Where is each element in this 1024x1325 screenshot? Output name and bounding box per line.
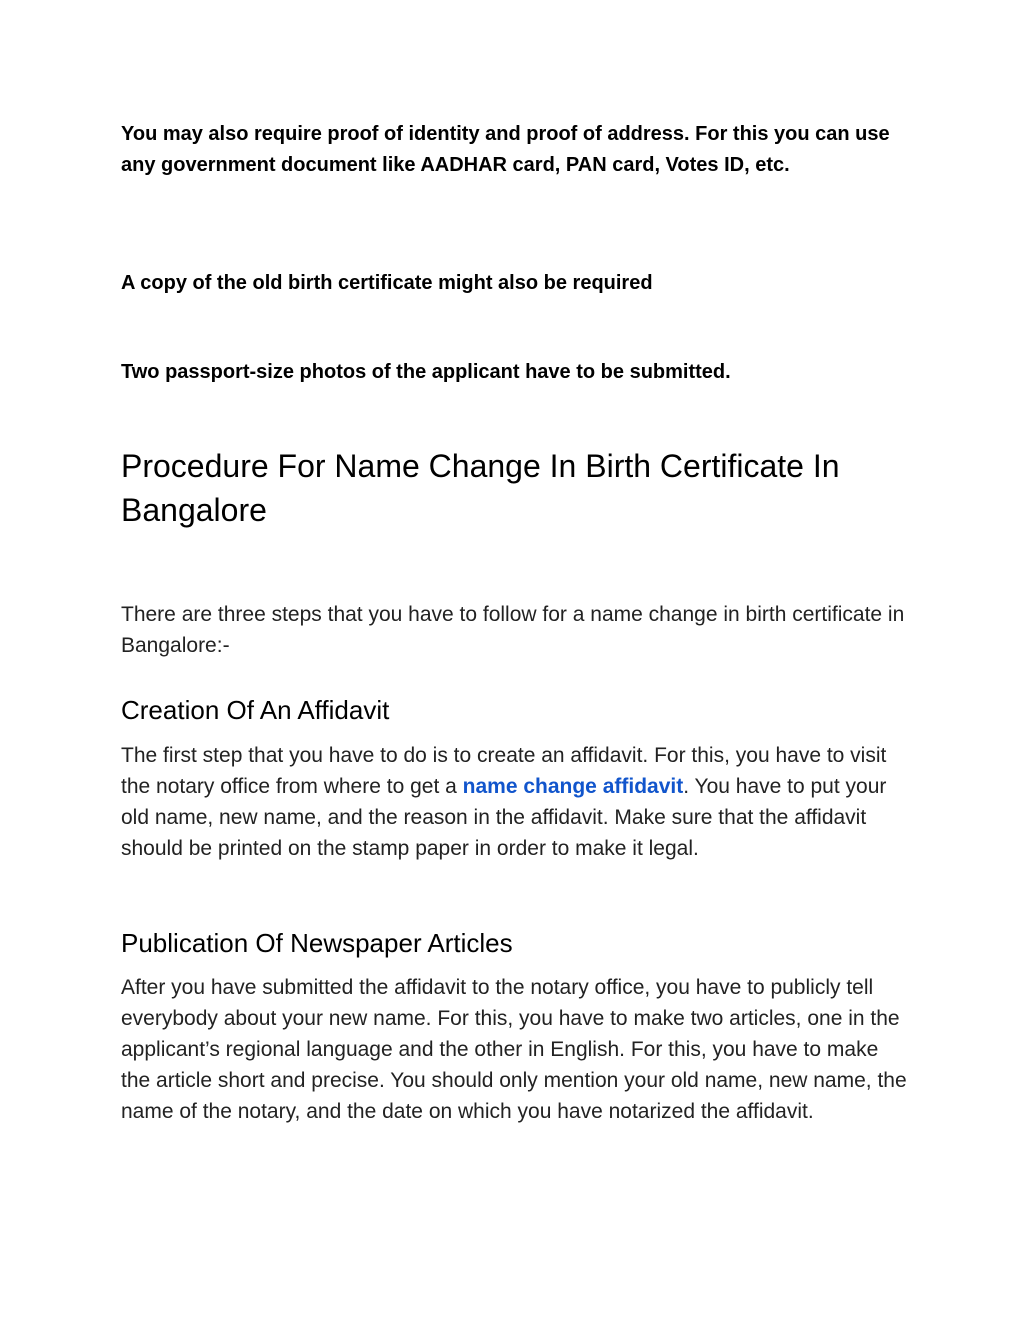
affidavit-text-before-link: The first step that you have to do is to create an affidavit. For this, you have to visit the notary office from where to get a [121, 744, 887, 798]
affidavit-heading: Creation Of An Affidavit [121, 695, 390, 725]
affidavit-paragraph [121, 740, 911, 864]
proof-identity-paragraph: You may also require proof of identity and proof of address. For this you can use any government document like AADHAR card, PAN card, Votes ID, etc. [121, 123, 890, 176]
newspaper-paragraph: After you have submitted the affidavit to the notary office, you have to publicly tell everybody about your new name. For this, you have to make two articles, one in the applicant’s regional language and the other in English. For this, you have to make the article short and precise. You should only mention your old name, new name, the name of the notary, and the date on which you have notarized the affidavit. [121, 976, 907, 1123]
photos-paragraph: Two passport-size photos of the applicant have to be submitted. [121, 361, 731, 383]
procedure-intro-paragraph: There are three steps that you have to follow for a name change in birth certificate in Bangalore:- [121, 603, 905, 657]
newspaper-heading: Publication Of Newspaper Articles [121, 928, 513, 958]
old-certificate-paragraph: A copy of the old birth certificate might also be required [121, 272, 653, 294]
procedure-heading: Procedure For Name Change In Birth Certificate In Bangalore [121, 448, 840, 528]
name-change-affidavit-link[interactable]: name change affidavit [462, 775, 684, 798]
affidavit-text-after-link: . You have to put your old name, new name, and the reason in the affidavit. Make sure that the affidavit should be printed on the stamp paper in order to make it legal. [121, 775, 887, 860]
